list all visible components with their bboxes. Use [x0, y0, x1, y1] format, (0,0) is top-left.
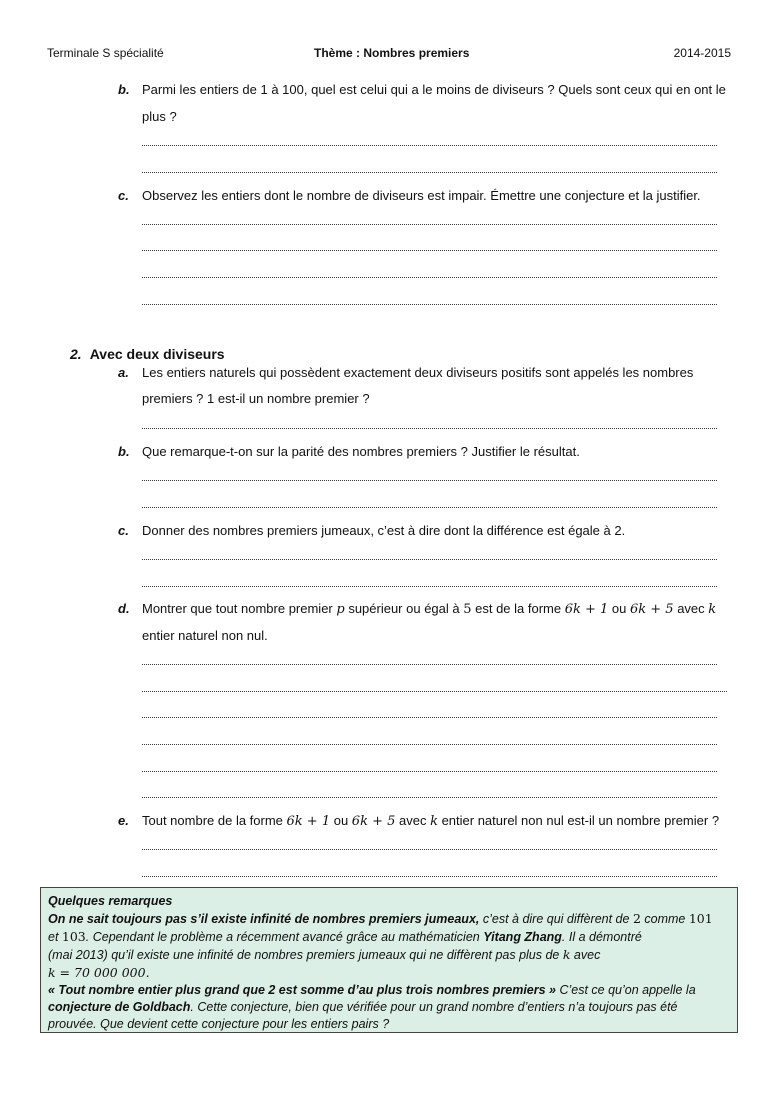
question-text: [142, 813, 719, 830]
math-equation: k = 70 000 000.: [48, 965, 150, 980]
header-left: Terminale S spécialité: [47, 46, 164, 60]
answer-line[interactable]: [142, 172, 717, 173]
remarks-bold: Yitang Zhang: [483, 930, 562, 944]
remarks-line: [48, 964, 730, 982]
math-p: p: [336, 602, 345, 617]
question-text: Les entiers naturels qui possèdent exactement deux diviseurs positifs sont appelés les nombres: [142, 365, 694, 380]
math-6k5: 6k + 5: [351, 814, 396, 829]
question-text-cont: entier naturel non nul.: [142, 628, 268, 643]
question-text-cont: plus ?: [142, 109, 177, 124]
question-label: d.: [118, 601, 130, 616]
remarks-line: [48, 1016, 730, 1033]
question-2c: [118, 523, 626, 539]
question-1c: [118, 188, 701, 204]
text-run: C’est ce qu’on appelle la: [555, 983, 696, 997]
answer-line[interactable]: [142, 797, 717, 798]
text-run: (mai 2013) qu’il existe une infinité de nombres premiers jumeaux qui ne diffèrent pas plus de: [48, 948, 563, 962]
answer-line[interactable]: [142, 480, 717, 481]
answer-line[interactable]: [142, 428, 717, 429]
answer-line[interactable]: [142, 876, 717, 877]
answer-line[interactable]: [142, 691, 727, 692]
text-run: . Cette conjecture, bien que vérifiée pour un grand nombre d’entiers n’a toujours pas été: [190, 1000, 678, 1014]
question-2d: [118, 601, 717, 617]
number: 101: [688, 911, 713, 926]
text-run: est de la forme: [471, 601, 565, 616]
answer-line[interactable]: [142, 250, 717, 251]
text-run: Tout nombre de la forme: [142, 813, 287, 828]
answer-line[interactable]: [142, 145, 717, 146]
remarks-line: [48, 910, 730, 928]
remarks-box: [40, 887, 738, 1033]
text-run: ou: [608, 601, 630, 616]
text-run: et: [48, 930, 62, 944]
section-number: 2.: [70, 346, 82, 362]
question-label: b.: [118, 444, 130, 459]
answer-line[interactable]: [142, 559, 717, 560]
number: 103: [61, 929, 86, 944]
text-run: ou: [330, 813, 352, 828]
question-text: Parmi les entiers de 1 à 100, quel est celui qui a le moins de diviseurs ? Quels sont ceux qui en ont le: [142, 82, 726, 97]
text-run: prouvée. Que devient cette conjecture pour les entiers pairs ?: [48, 1017, 390, 1031]
text-run: c’est à dire qui diffèrent de: [479, 912, 633, 926]
question-label: c.: [118, 523, 129, 538]
math-k: k: [430, 814, 438, 829]
answer-line[interactable]: [142, 277, 717, 278]
remarks-line: [48, 999, 730, 1016]
answer-line[interactable]: [142, 717, 717, 718]
answer-line[interactable]: [142, 304, 717, 305]
question-text: Donner des nombres premiers jumeaux, c’est à dire dont la différence est égale à 2.: [142, 523, 626, 538]
text-run: comme: [640, 912, 689, 926]
header-year: 2014-2015: [673, 46, 731, 60]
section-heading: Avec deux diviseurs: [89, 346, 225, 362]
question-label: e.: [118, 813, 129, 828]
text-run: . Il a démontré: [561, 930, 642, 944]
header-title: Thème : Nombres premiers: [314, 46, 470, 60]
math-k: k: [562, 947, 571, 962]
question-2e: [118, 813, 720, 829]
math-5: 5: [463, 602, 472, 617]
remarks-bold: On ne sait toujours pas s’il existe infinité de nombres premiers jumeaux,: [48, 912, 480, 926]
answer-line[interactable]: [142, 586, 717, 587]
question-label: b.: [118, 82, 130, 97]
question-text: [142, 601, 716, 618]
question-1b: [118, 82, 726, 98]
question-text: Observez les entiers dont le nombre de diviseurs est impair. Émettre une conjecture et la justifier.: [142, 188, 701, 203]
question-text-cont: premiers ? 1 est-il un nombre premier ?: [142, 391, 370, 406]
question-label: a.: [118, 365, 129, 380]
math-6k1: 6k + 1: [286, 814, 331, 829]
text-run: . Cependant le problème a récemment avancé grâce au mathématicien: [85, 930, 484, 944]
text-run: entier naturel non nul est-il un nombre premier ?: [437, 813, 720, 828]
text-run: Montrer que tout nombre premier: [142, 601, 337, 616]
remarks-bold: conjecture de Goldbach: [48, 1000, 191, 1014]
text-run: avec: [570, 948, 601, 962]
question-label: c.: [118, 188, 129, 203]
remarks-bold: « Tout nombre entier plus grand que 2 est somme d’au plus trois nombres premiers »: [48, 983, 556, 997]
answer-line[interactable]: [142, 507, 717, 508]
question-2b: [118, 444, 580, 460]
answer-line[interactable]: [142, 771, 717, 772]
answer-line[interactable]: [142, 224, 717, 225]
answer-line[interactable]: [142, 664, 717, 665]
answer-line[interactable]: [142, 849, 717, 850]
remarks-line: [48, 928, 730, 946]
question-text: Que remarque-t-on sur la parité des nombres premiers ? Justifier le résultat.: [142, 444, 580, 459]
text-run: supérieur ou égal à: [344, 601, 464, 616]
remarks-title: Quelques remarques: [48, 894, 173, 908]
math-6k5: 6k + 5: [630, 602, 674, 617]
section-title: [70, 346, 225, 362]
text-run: avec: [395, 813, 431, 828]
math-k: k: [708, 602, 717, 617]
remarks-line: [48, 982, 730, 999]
math-6k1: 6k + 1: [564, 602, 609, 617]
answer-line[interactable]: [142, 744, 717, 745]
text-run: avec: [673, 601, 709, 616]
number: 2: [632, 911, 641, 926]
question-2a: [118, 365, 694, 381]
remarks-line: [48, 946, 730, 964]
